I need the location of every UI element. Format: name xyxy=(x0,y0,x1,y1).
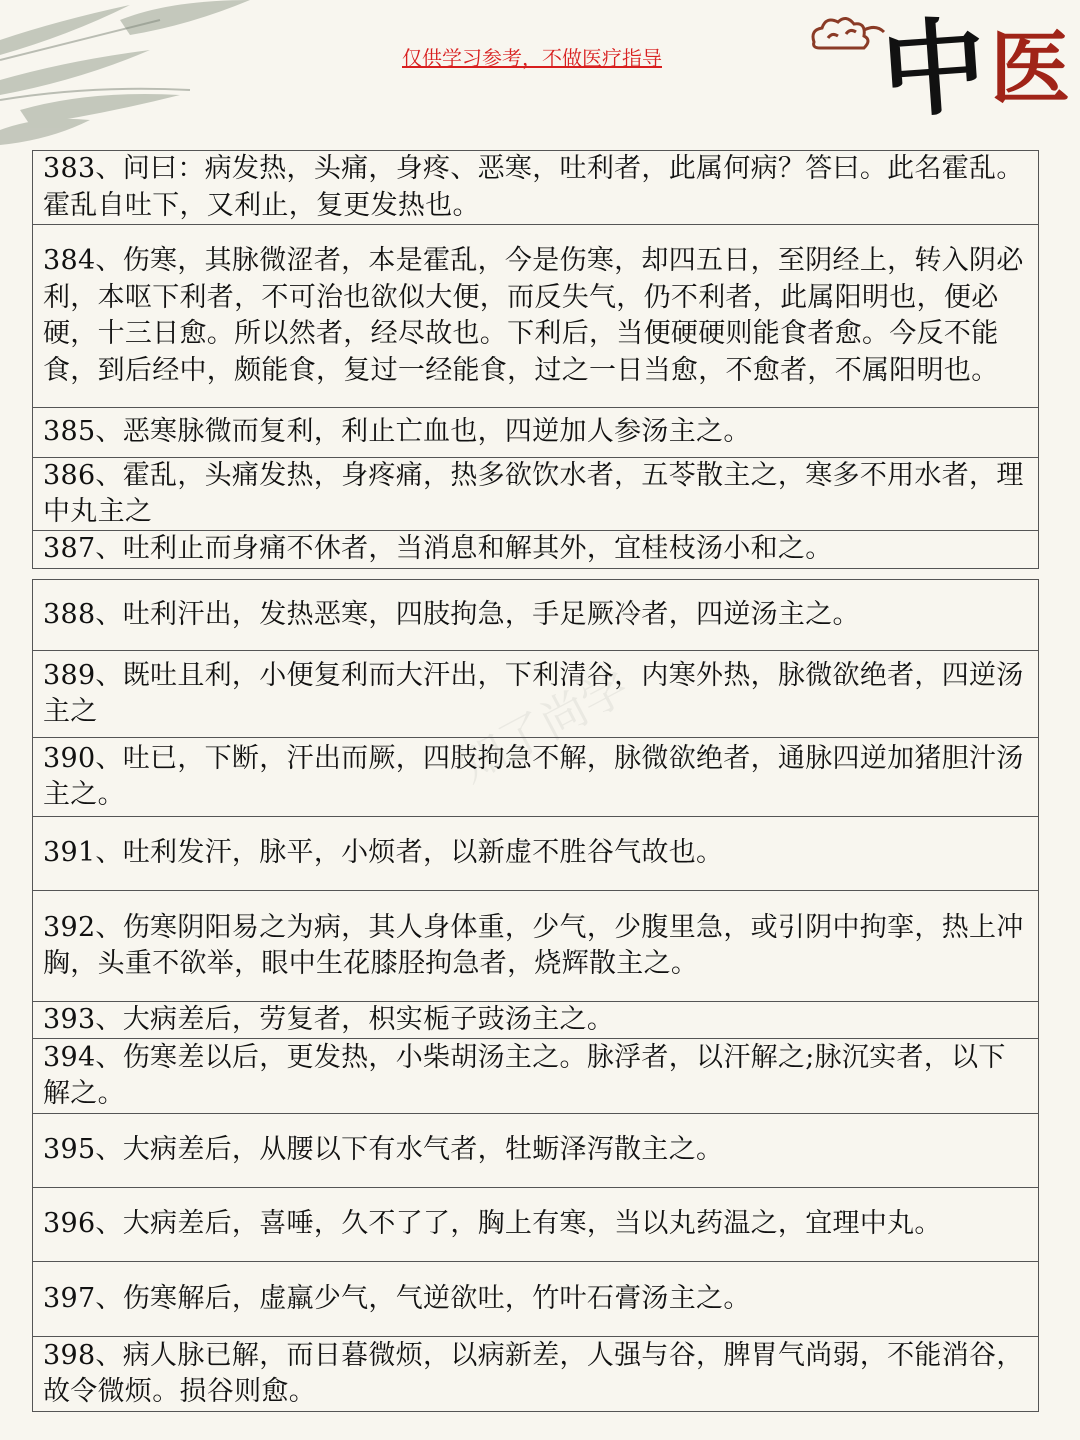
clause-text: 384、伤寒，其脉微涩者，本是霍乱，今是伤寒，却四五日，至阴经上，转入阴必利，本呕下利者，不可治也欲似大便，而反失气，仍不利者，此属阳明也，便必硬，十三日愈。所以然者，经尽故也。下利后，当便硬硬则能食者愈。今反不能食，到后经中，颇能食，复过一经能食，过之一日当愈，不愈者，不属阳明也。 xyxy=(43,245,1024,386)
clause-text: 386、霍乱，头痛发热，身疼痛，热多欲饮水者，五苓散主之，寒多不用水者，理中丸主之 xyxy=(43,459,1024,527)
auspicious-cloud-icon xyxy=(806,10,886,56)
clause-text: 388、吐利汗出，发热恶寒，四肢拘急，手足厥冷者，四逆汤主之。 xyxy=(43,598,860,630)
clause-row-390 xyxy=(33,737,1038,816)
clause-text: 394、伤寒差以后，更发热，小柴胡汤主之。脉浮者，以汗解之;脉沉实者，以下解之。 xyxy=(43,1041,1006,1109)
clause-text: 396、大病差后，喜唾，久不了了，胸上有寒，当以丸药温之，宜理中丸。 xyxy=(43,1208,942,1240)
clause-row-394 xyxy=(33,1038,1038,1113)
clause-text: 390、吐已，下断，汗出而厥，四肢拘急不解，脉微欲绝者，通脉四逆加猪胆汁汤主之。 xyxy=(43,742,1024,810)
clause-text: 387、吐利止而身痛不休者，当消息和解其外，宜桂枝汤小和之。 xyxy=(43,533,833,565)
disclaimer-text: 仅供学习参考，不做医疗指导 xyxy=(402,46,662,70)
clause-row-395 xyxy=(33,1113,1038,1187)
logo-char-zhong: 中 xyxy=(877,3,991,134)
clause-row-389 xyxy=(33,650,1038,737)
clause-text: 385、恶寒脉微而复利，利止亡血也，四逆加人参汤主之。 xyxy=(43,416,751,448)
clause-text: 397、伤寒解后，虚羸少气，气逆欲吐，竹叶石膏汤主之。 xyxy=(43,1282,751,1314)
clauses-table-1 xyxy=(32,150,1039,569)
clause-row-385 xyxy=(33,407,1038,457)
clause-row-398 xyxy=(33,1336,1038,1412)
clause-text: 392、伤寒阴阳易之为病，其人身体重，少气，少腹里急，或引阴中拘挛，热上冲胸，头重不欲举，眼中生花膝胫拘急者，烧辉散主之。 xyxy=(43,911,1024,979)
clause-row-384 xyxy=(33,224,1038,407)
clause-text: 398、病人脉已解，而日暮微烦，以病新差，人强与谷，脾胃气尚弱，不能消谷，故令微烦。损谷则愈。 xyxy=(43,1339,1024,1407)
clause-text: 391、吐利发汗，脉平，小烦者，以新虚不胜谷气故也。 xyxy=(43,837,724,869)
clause-row-397 xyxy=(33,1261,1038,1336)
clause-row-392 xyxy=(33,890,1038,1001)
logo-char-yi: 医 xyxy=(990,21,1070,115)
clause-text: 393、大病差后，劳复者，枳实栀子豉汤主之。 xyxy=(43,1003,615,1035)
clause-row-383 xyxy=(33,150,1038,224)
watermark: 知了尚学 xyxy=(449,658,638,793)
clause-text: 389、既吐且利，小便复利而大汗出，下利清谷，内寒外热，脉微欲绝者，四逆汤主之 xyxy=(43,659,1024,727)
clause-text: 395、大病差后，从腰以下有水气者，牡蛎泽泻散主之。 xyxy=(43,1134,724,1166)
tcm-logo xyxy=(878,4,1078,144)
clause-text: 383、问曰：病发热，头痛，身疼、恶寒，吐利者，此属何病？答曰。此名霍乱。霍乱自吐下，又利止，复更发热也。 xyxy=(43,153,1024,221)
clause-row-387 xyxy=(33,530,1038,569)
clause-row-388 xyxy=(33,579,1038,650)
clause-row-396 xyxy=(33,1187,1038,1261)
clause-row-393 xyxy=(33,1001,1038,1038)
bamboo-leaves-decoration xyxy=(0,0,290,150)
clause-row-386 xyxy=(33,457,1038,530)
clause-row-391 xyxy=(33,816,1038,890)
clauses-table-2 xyxy=(32,579,1039,1412)
